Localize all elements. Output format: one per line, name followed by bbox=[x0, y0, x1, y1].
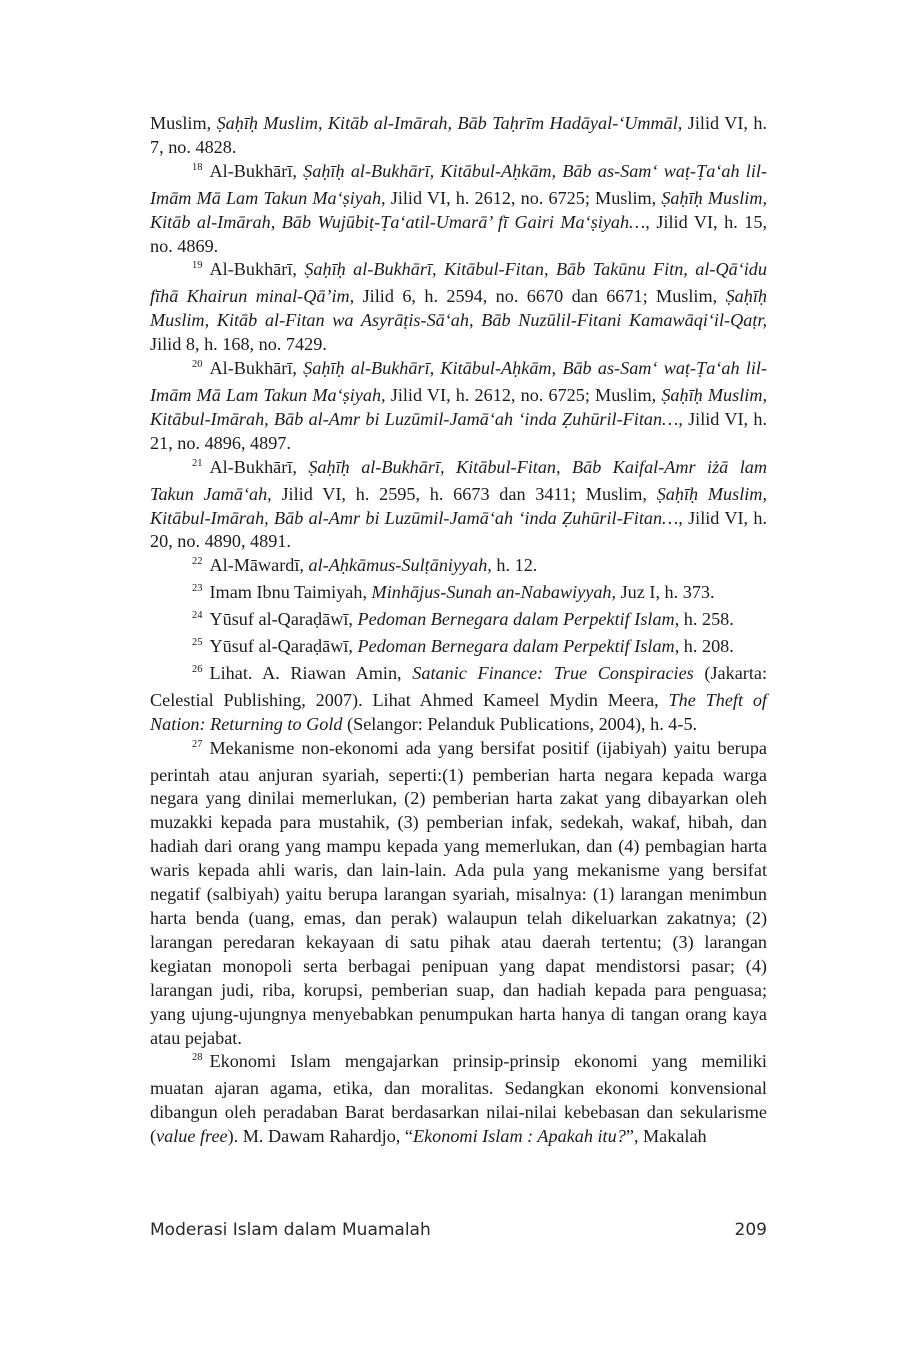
footnote-text: Ekonomi Islam mengajarkan prinsip-prinsip ekonomi yang memiliki muatan ajaran agama, etika, dan moralitas. Sedangkan ekonomi konvensional dibangun oleh peradaban Barat berdasarkan nilai-nilai kebebasan dan sekularisme ( bbox=[150, 1051, 767, 1147]
footnote-text: (Selangor: Pelanduk Publications, 2004), h. 4-5. bbox=[342, 713, 698, 734]
citation-title: Pedoman Bernegara dalam Perpektif Islam bbox=[357, 636, 675, 657]
citation-title: al-Aḥkāmus-Sulṭāniyyah, bbox=[308, 555, 492, 576]
footnote-text: Jilid VI, h. 2612, no. 6725; Muslim, bbox=[385, 187, 662, 208]
footnote-text: (Jakarta: Celestial Publishing, 2007). Lihat Ahmed Kameel Mydin Meera, bbox=[150, 662, 768, 710]
footnote-text: Jilid 6, h. 2594, no. 6670 dan 6671; Muslim, bbox=[354, 286, 726, 307]
footnote-number: 19 bbox=[192, 260, 203, 272]
footnote-number: 18 bbox=[192, 161, 203, 173]
footnote-25 bbox=[150, 635, 767, 662]
footnote-text: Al-Bukhārī, bbox=[209, 456, 309, 477]
page-footer bbox=[150, 1220, 767, 1240]
citation-title: Ekonomi Islam : Apakah itu? bbox=[412, 1126, 626, 1147]
footnote-text: Mekanisme non-ekonomi ada yang bersifat positif (ijabiyah) yaitu berupa perintah atau anjuran syariah, seperti:(1) pemberian harta negara kepada warga negara yang dinilai memerlukan, (2) pemberian harta zakat yang dibayarkan oleh muzakki kepada para mustahik, (3) pemberian infak, sedekah, wakaf, hibah, dan hadiah dari orang yang mampu kepada yang memerlukan, dan (4) pembagian harta waris kepada ahli waris, dan lain-lain. Ada pula yang mekanisme yang bersifat negatif (salbiyah) yaitu berupa larangan syariah, misalnya: (1) larangan menimbun harta benda (uang, emas, dan perak) walaupun telah dikeluarkan zakatnya; (2) larangan peredaran kekayaan di satu pihak atau daerah tertentu; (3) larangan kegiatan monopoli serta berbagai penipuan yang dapat mendistorsi pasar; (4) larangan judi, riba, korupsi, pemberian suap, dan hadiah kepada para penguasa; yang ujung-ujungnya menyebabkan penumpukan harta hanya di tangan orang kaya atau pejabat. bbox=[150, 737, 767, 1048]
citation-title: Ṣaḥīḥ Muslim, Kitābul-Imārah, Bāb al-Amr bi Luzūmil-Jamā‘ah ‘inda Ẓuhūril-Fitan…, bbox=[150, 384, 768, 429]
citation-title: The Theft of Nation: Returning to Gold bbox=[150, 689, 767, 734]
footnote-28 bbox=[150, 1050, 767, 1149]
footnote-continuation bbox=[150, 112, 767, 160]
footnote-24 bbox=[150, 608, 767, 635]
footnote-19 bbox=[150, 258, 767, 357]
footnote-text: Al-Bukhārī, bbox=[209, 160, 304, 181]
citation-title: Ṣaḥīḥ Muslim, Kitāb al-Fitan wa Asyrāṭis-Sā‘ah, Bāb Nuzūlil-Fitani Kamawāqi‘il-Qaṭr, bbox=[150, 286, 767, 331]
footnote-text: Lihat. A. Riawan Amin, bbox=[209, 662, 413, 683]
running-footer-title: Moderasi Islam dalam Muamalah bbox=[150, 1220, 431, 1240]
footnote-number: 24 bbox=[192, 610, 203, 622]
footnote-number: 25 bbox=[192, 637, 203, 649]
footnote-text: Al-Bukhārī, bbox=[209, 358, 304, 379]
citation-title: Ṣaḥīḥ Muslim, Kitāb al-Imārah, Bāb Wujūbiṭ-Ṭa‘atil-Umarā’ fī Gairi Ma‘ṣiyah…, bbox=[150, 187, 768, 232]
footnote-text: Jilid 8, h. 168, no. 7429. bbox=[150, 334, 327, 355]
footnote-text: Jilid VI, h. 2595, h. 6673 dan 3411; Muslim, bbox=[271, 483, 657, 504]
footnote-text: Al-Bukhārī, bbox=[209, 259, 305, 280]
footnote-text: Imam Ibnu Taimiyah, bbox=[209, 582, 372, 603]
footnote-number: 23 bbox=[192, 583, 203, 595]
footnote-text: ). M. Dawam Rahardjo, “ bbox=[227, 1126, 413, 1147]
footnote-text: Jilid VI, h. 7, no. 4828. bbox=[150, 113, 767, 157]
citation-title: Ṣaḥīḥ Muslim, Kitāb al-Imārah, Bāb Taḥrīm Hadāyal-‘Ummāl, bbox=[216, 113, 683, 133]
footnote-23 bbox=[150, 581, 767, 608]
footnote-text: Muslim, bbox=[150, 113, 217, 133]
footnote-27 bbox=[150, 737, 767, 1051]
footnote-number: 26 bbox=[192, 663, 203, 675]
citation-title: Ṣaḥīḥ al-Bukhārī, Kitābul-Aḥkām, Bāb as-Sam‘ waṭ-Ṭa‘ah lil-Imām Mā Lam Takun Ma‘ṣiyah, bbox=[150, 358, 767, 405]
footnote-21 bbox=[150, 456, 767, 555]
footnote-number: 21 bbox=[192, 457, 203, 469]
footnotes-section bbox=[150, 112, 767, 1149]
footnote-text: ”, Makalah bbox=[625, 1126, 707, 1147]
footnote-text: Al-Māwardī, bbox=[209, 555, 309, 576]
citation-title: value free bbox=[156, 1126, 228, 1147]
footnote-22 bbox=[150, 554, 767, 581]
footnote-text: Jilid VI, h. 21, no. 4896, 4897. bbox=[150, 408, 767, 453]
citation-title: Ṣaḥīḥ al-Bukhārī, Kitābul-Fitan, Bāb Takūnu Fitn, al-Qā‘idu fīhā Khairun minal-Qā’im, bbox=[150, 259, 767, 307]
footnote-text: Jilid VI, h. 2612, no. 6725; Muslim, bbox=[385, 384, 662, 405]
footnote-text: , h. 208. bbox=[674, 636, 734, 657]
footnote-number: 20 bbox=[192, 359, 203, 371]
footnote-text: Yūsuf al-Qaraḍāwī, bbox=[209, 609, 358, 630]
footnote-number: 22 bbox=[192, 556, 203, 568]
citation-title: Ṣaḥīḥ al-Bukhārī, Kitābul-Aḥkām, Bāb as-Sam‘ waṭ-Ṭa‘ah lil-Imām Mā Lam Takun Ma‘ṣiyah, bbox=[150, 160, 767, 208]
footnote-number: 27 bbox=[192, 738, 203, 750]
citation-title: Ṣaḥīḥ Muslim, Kitābul-Imārah, Bāb al-Amr bi Luzūmil-Jamā‘ah ‘inda Ẓuhūril-Fitan…, bbox=[150, 483, 767, 528]
footnote-text: Juz I, h. 373. bbox=[616, 582, 715, 603]
page-number: 209 bbox=[734, 1220, 767, 1240]
citation-title: Minhājus-Sunah an-Nabawiyyah, bbox=[371, 582, 617, 603]
citation-title: Satanic Finance: True Conspiracies bbox=[412, 662, 694, 683]
citation-title: Pedoman Bernegara dalam Perpektif Islam bbox=[357, 609, 675, 630]
footnote-number: 28 bbox=[192, 1052, 203, 1064]
footnote-26 bbox=[150, 662, 767, 737]
footnote-text: , h. 258. bbox=[674, 609, 734, 630]
footnote-20 bbox=[150, 357, 767, 456]
footnote-text: Jilid VI, h. 15, no. 4869. bbox=[150, 211, 767, 256]
footnote-text: Jilid VI, h. 20, no. 4890, 4891. bbox=[150, 507, 767, 552]
footnote-text: Yūsuf al-Qaraḍāwī, bbox=[209, 636, 358, 657]
footnote-text: h. 12. bbox=[491, 555, 538, 576]
footnote-18 bbox=[150, 160, 767, 259]
citation-title: Ṣaḥīḥ al-Bukhārī, Kitābul-Fitan, Bāb Kaifal-Amr iżā lam Takun Jamā‘ah, bbox=[150, 456, 767, 504]
